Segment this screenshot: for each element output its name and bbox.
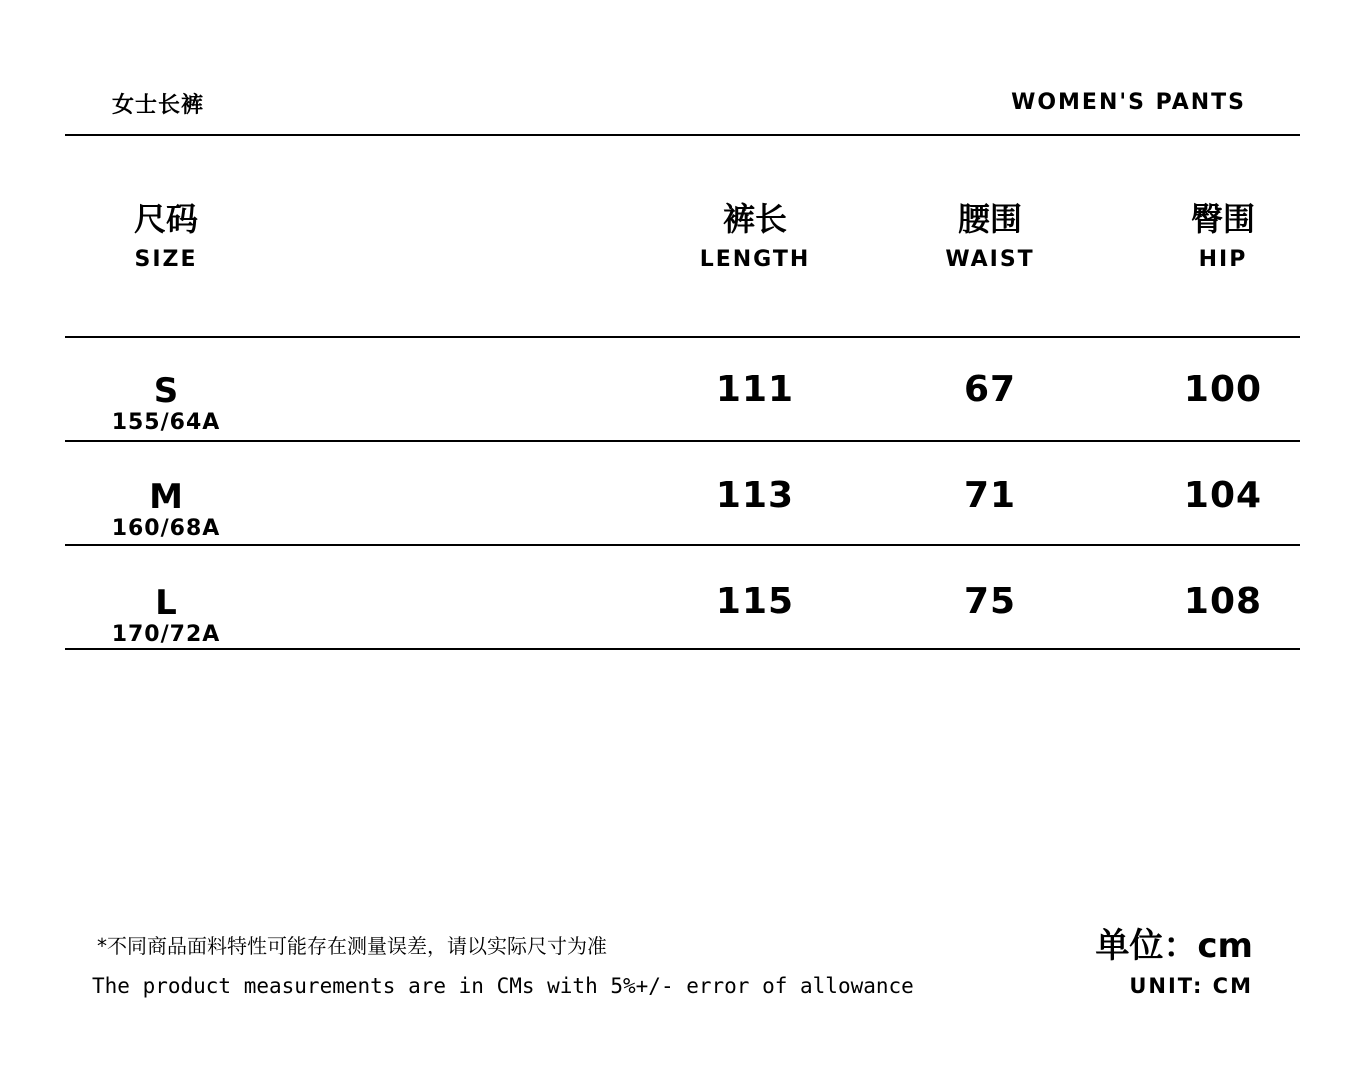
- row-divider: [65, 544, 1300, 546]
- measurement-note-chinese: *不同商品面料特性可能存在测量误差，请以实际尺寸为准: [97, 934, 607, 958]
- unit-label-chinese: 单位：cm: [1095, 926, 1253, 966]
- size-letter: M: [149, 477, 183, 517]
- size-spec: 160/68A: [111, 516, 221, 541]
- table-row-m-waist: 71: [963, 475, 1017, 516]
- size-letter: S: [153, 371, 179, 411]
- column-header-length-cn: 裤长: [722, 200, 787, 238]
- column-header-length: [699, 200, 811, 272]
- size-spec: 155/64A: [111, 410, 221, 435]
- table-row-s-length: 111: [715, 369, 795, 410]
- table-row-l-length: 115: [715, 581, 795, 622]
- table-row-m-size: [111, 477, 221, 541]
- column-header-hip-en: HIP: [1198, 247, 1248, 272]
- table-bottom-border: [65, 648, 1300, 650]
- table-row-m-hip: 104: [1183, 475, 1263, 516]
- size-spec: 170/72A: [111, 622, 221, 647]
- table-row-m-length: 113: [715, 475, 795, 516]
- size-letter: L: [155, 583, 177, 623]
- measurement-note-english: The product measurements are in CMs with 5%+/- error of allowance: [92, 974, 914, 998]
- table-row-s-size: [111, 371, 221, 435]
- column-header-size: [133, 200, 199, 272]
- header-divider: [65, 134, 1300, 136]
- title-english: WOMEN'S PANTS: [1011, 90, 1246, 115]
- table-row-l-size: [111, 583, 221, 647]
- column-header-waist-cn: 腰围: [957, 200, 1022, 238]
- unit-label-english: UNIT: CM: [1129, 974, 1253, 998]
- table-header-divider: [65, 336, 1300, 338]
- column-header-hip: [1190, 200, 1256, 272]
- table-row-l-waist: 75: [963, 581, 1017, 622]
- title-chinese: 女士长裤: [112, 93, 205, 118]
- column-header-waist: [945, 200, 1035, 272]
- table-row-s-hip: 100: [1183, 369, 1263, 410]
- column-header-waist-en: WAIST: [945, 247, 1035, 272]
- column-header-hip-cn: 臀围: [1190, 200, 1256, 238]
- table-row-l-hip: 108: [1183, 581, 1263, 622]
- row-divider: [65, 440, 1300, 442]
- table-row-s-waist: 67: [963, 369, 1017, 410]
- column-header-length-en: LENGTH: [699, 247, 811, 272]
- column-header-size-cn: 尺码: [133, 200, 199, 238]
- column-header-size-en: SIZE: [134, 247, 198, 272]
